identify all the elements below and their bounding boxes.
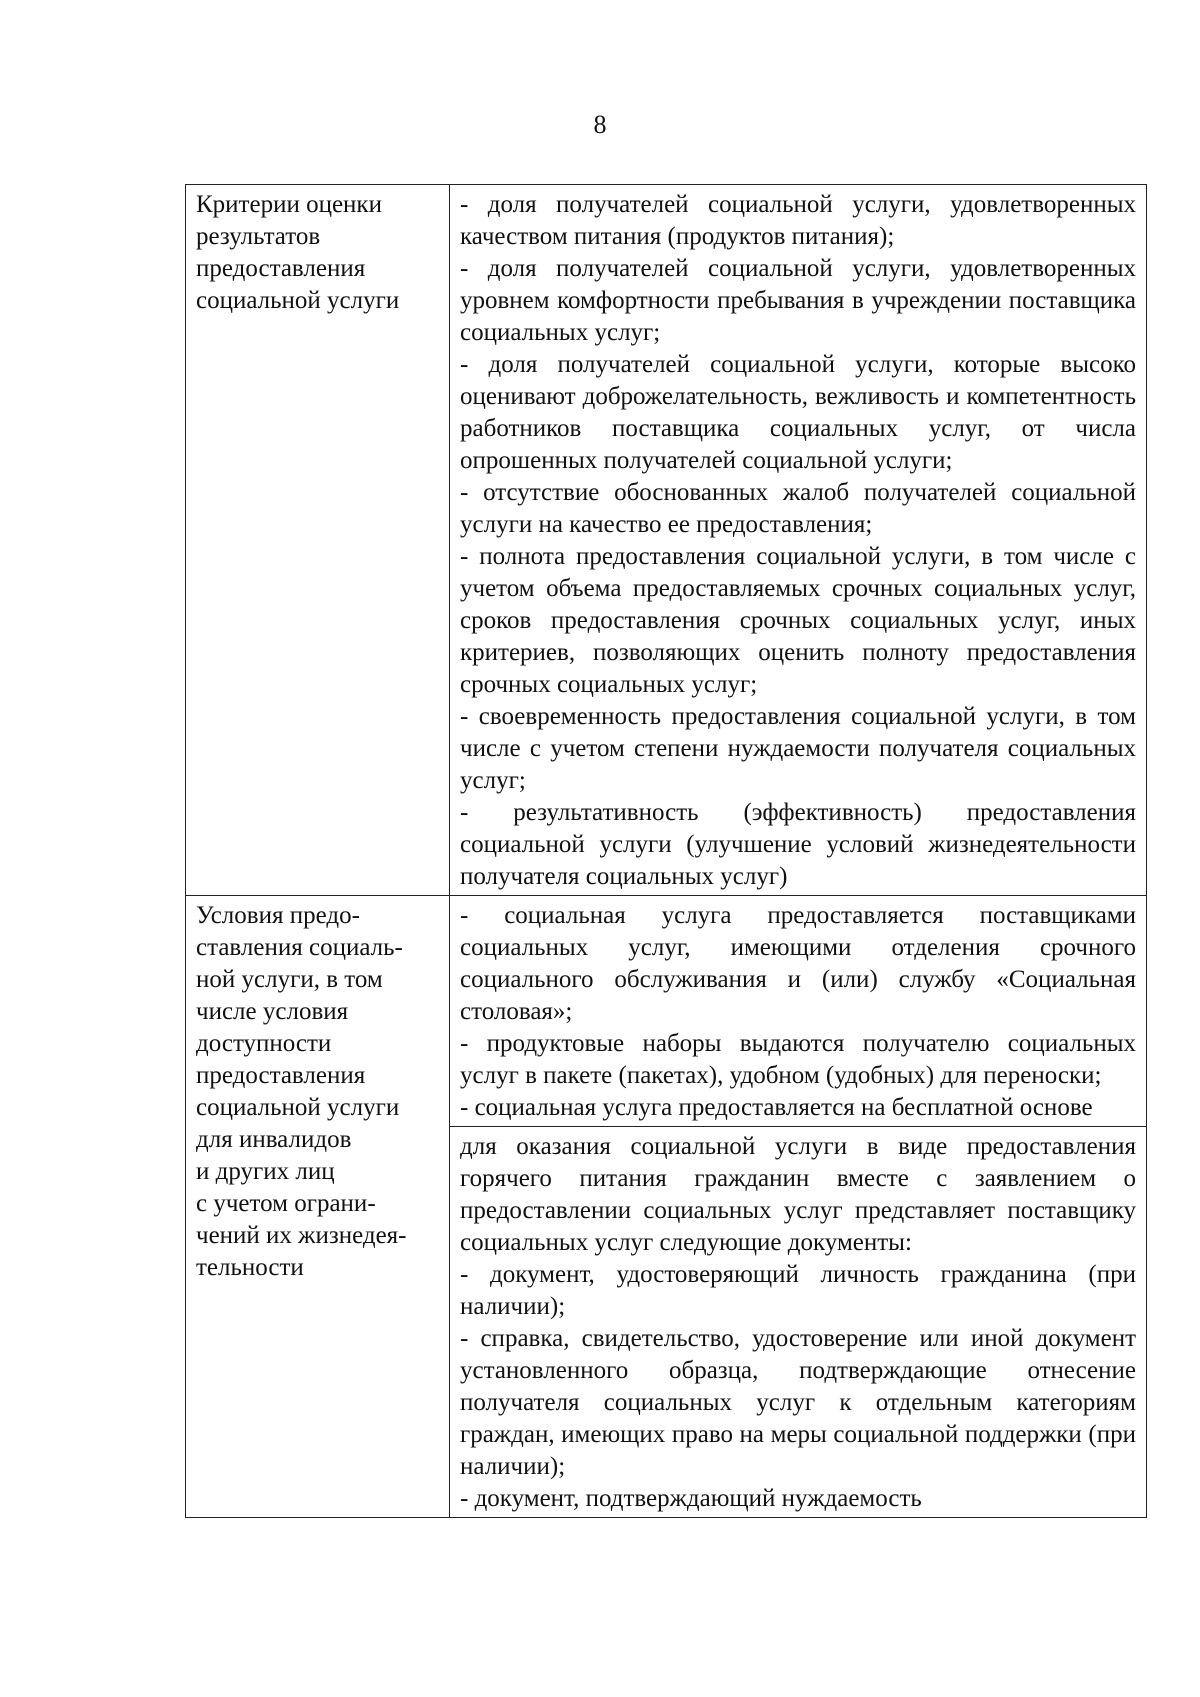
criteria-table [185, 184, 1147, 1518]
row-label-cell [186, 185, 450, 896]
list-item: для оказания социальной услуги в виде предоставления горячего питания гражданин вместе с заявлением о предоставлении социальных услуг представляет поставщику социальных услуг следующие документы: [460, 1133, 1136, 1256]
list-item: - отсутствие обоснованных жалоб получателей социальной услуги на качество ее предоставления; [460, 479, 1136, 538]
list-item: - социальная услуга предоставляется на бесплатной основе [460, 1094, 1093, 1121]
list-item: - документ, удостоверяющий личность гражданина (при наличии); [460, 1261, 1136, 1320]
label-line: социальной услуги [196, 287, 400, 314]
row-content-cell [450, 1127, 1147, 1518]
page-number: 8 [593, 110, 607, 139]
list-item: - доля получателей социальной услуги, удовлетворенных уровнем комфортности пребывания в учреждении поставщика социальных услуг; [460, 255, 1136, 346]
list-item: - документ, подтверждающий нуждаемость [460, 1485, 922, 1512]
list-item: - результативность (эффективность) предоставления социальной услуги (улучшение условий жизнедеятельности получателя социальных услуг) [460, 799, 1136, 890]
label-line: социальной услуги [196, 1094, 400, 1121]
label-line: тельности [196, 1254, 304, 1281]
list-item: - полнота предоставления социальной услуги, в том числе с учетом объема предоставляемых срочных социальных услуг, сроков предоставления срочных социальных услуг, иных критериев, позволяющих оценить полноту предоставления срочных социальных услуг; [460, 543, 1136, 698]
label-line: Условия предо- [196, 902, 360, 929]
list-item: - социальная услуга предоставляется поставщиками социальных услуг, имеющими отделения срочного социального обслуживания и (или) службу «Социальная столовая»; [460, 902, 1136, 1025]
label-line: ной услуги, в том [196, 966, 383, 993]
list-item: - продуктовые наборы выдаются получателю социальных услуг в пакете (пакетах), удобном (удобных) для переноски; [460, 1030, 1136, 1089]
row-content-cell [450, 185, 1147, 896]
row-label-cell [186, 896, 450, 1518]
label-line: с учетом ограни- [196, 1190, 376, 1217]
label-line: и других лиц [196, 1158, 335, 1185]
label-line: Критерии оценки [196, 191, 382, 218]
label-line: числе условия [196, 998, 349, 1025]
label-line: чений их жизнедея- [196, 1222, 407, 1249]
label-line: ставления социаль- [196, 934, 403, 961]
label-line: результатов [196, 223, 321, 250]
row-content-cell [450, 896, 1147, 1127]
label-line: предоставления [196, 255, 366, 282]
list-item: - своевременность предоставления социальной услуги, в том числе с учетом степени нуждаемости получателя социальных услуг; [460, 703, 1136, 794]
label-line: доступности [196, 1030, 332, 1057]
list-item: - доля получателей социальной услуги, удовлетворенных качеством питания (продуктов питания); [460, 191, 1136, 250]
label-line: предоставления [196, 1062, 366, 1089]
list-item: - доля получателей социальной услуги, которые высоко оценивают доброжелательность, вежливость и компетентность работников поставщика социальных услуг, от числа опрошенных получателей социальной услуги; [460, 351, 1136, 474]
label-line: для инвалидов [196, 1126, 352, 1153]
table-row [186, 896, 1147, 1127]
table-row [186, 185, 1147, 896]
list-item: - справка, свидетельство, удостоверение или иной документ установленного образца, подтверждающие отнесение получателя социальных услуг к отдельным категориям граждан, имеющих право на меры социальной поддержки (при наличии); [460, 1325, 1136, 1480]
